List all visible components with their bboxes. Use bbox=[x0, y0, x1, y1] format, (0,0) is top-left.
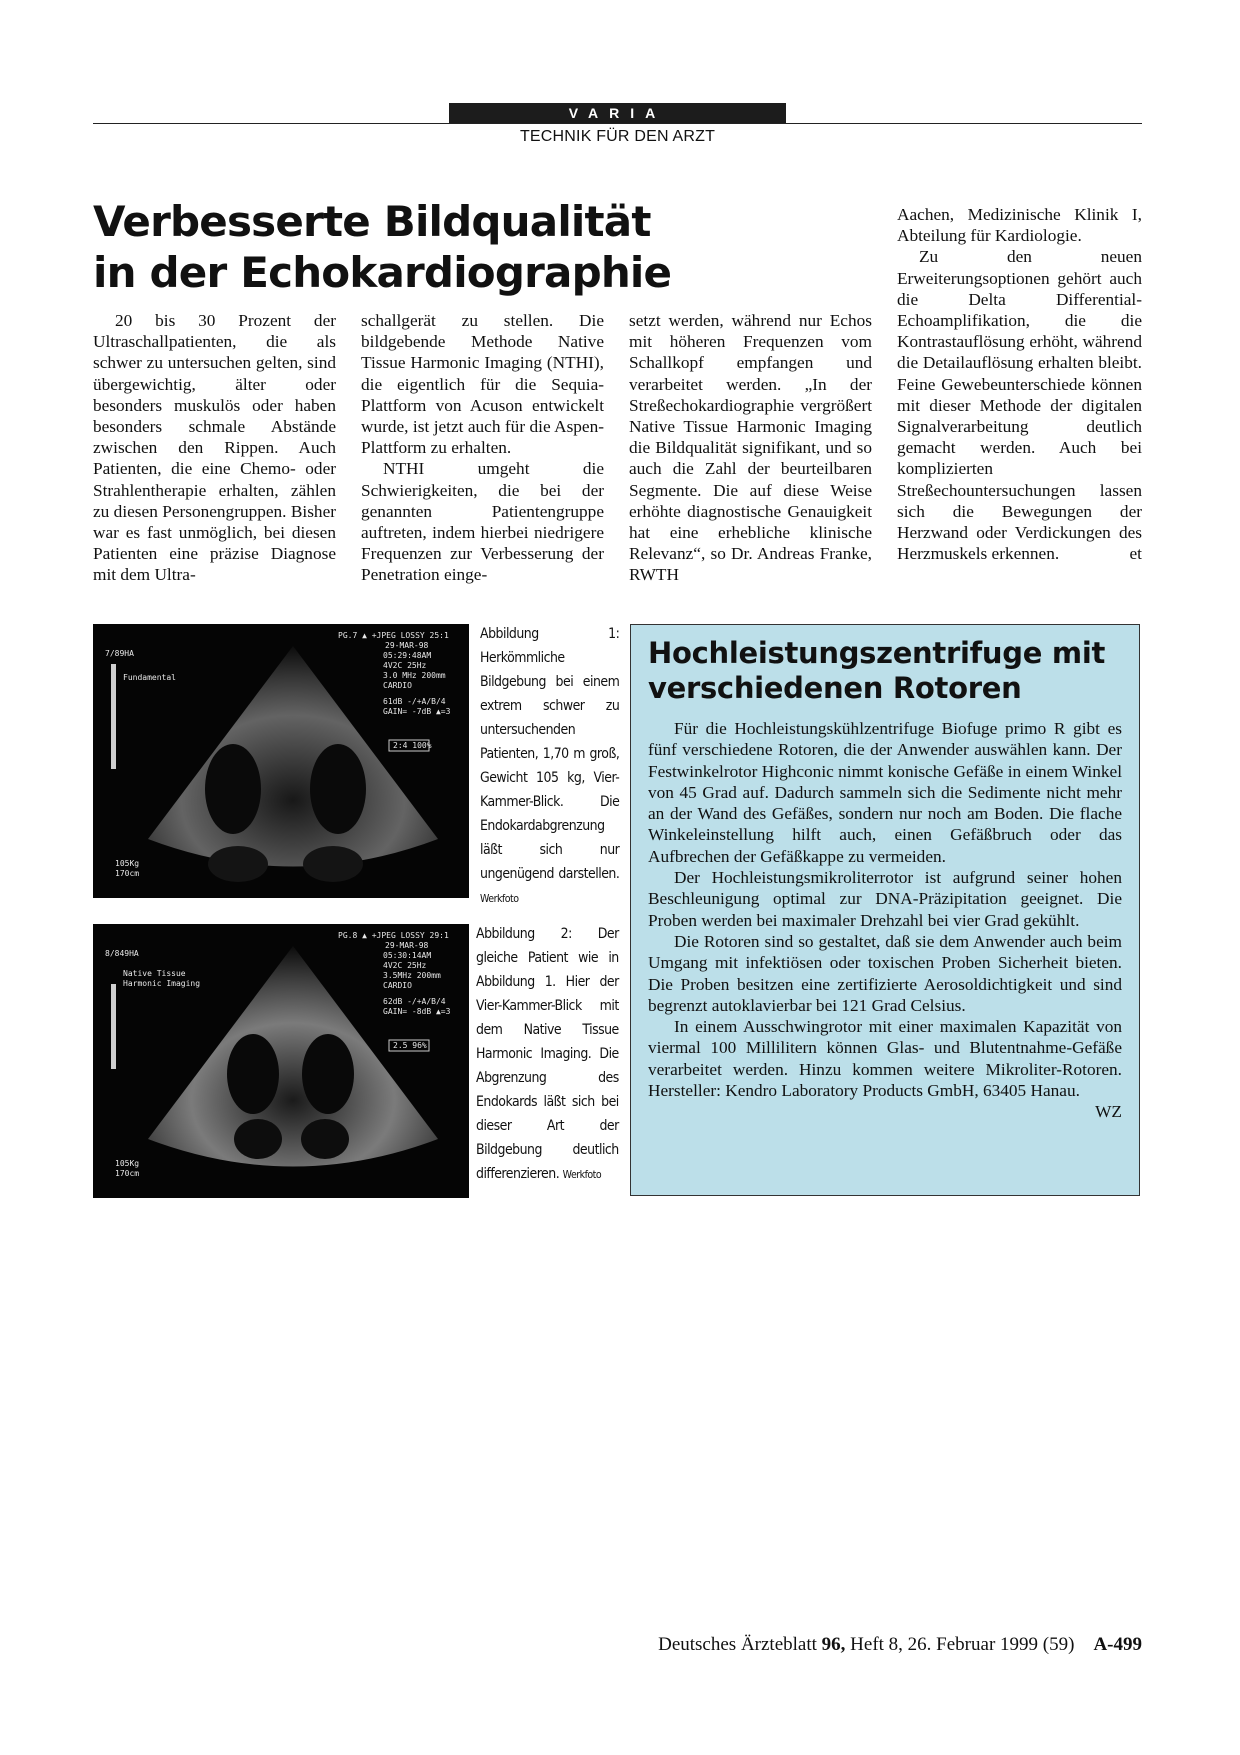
screen-mode: Native Tissue bbox=[123, 969, 186, 978]
author-signature: et bbox=[1129, 544, 1142, 564]
figure-1-caption bbox=[480, 622, 619, 911]
article-title bbox=[93, 196, 733, 298]
box-title: Hochleistungszentrifuge mit verschiedenen Rotoren bbox=[648, 636, 1106, 705]
screen-mode2: Harmonic Imaging bbox=[123, 979, 201, 988]
paragraph: NTHI umgeht die Schwierigkeiten, die bei der genannten Patientengruppe auftreten, indem hierbei niedrigere Frequenzen zur Verbesserung der Penetration einge- bbox=[361, 459, 604, 585]
paragraph bbox=[897, 246, 1142, 564]
paragraph-text: Zu den neuen Erweiterungsoptionen gehört auch die Delta Differential-Echoamplifikation, die die Kontrastauflösung erhöht, während die Detailauflösung erhalten bleibt. Feine Gewebeunterschiede können mit dieser Methode der digitalen Signalverarbeitung deutlich gemacht werden. Auch bei komplizierten Streßechountersuchungen lassen sich die Bewegungen der Herzwand oder Verdickungen des Herzmuskels erkennen. bbox=[897, 247, 1142, 564]
author-signature: WZ bbox=[1095, 1102, 1122, 1122]
journal-issue: Heft 8, 26. Februar 1999 (59) bbox=[850, 1634, 1075, 1655]
screen-id: 7/89HA bbox=[105, 649, 134, 658]
paragraph: Für die Hochleistungskühlzentrifuge Biofuge primo R gibt es fünf verschiedene Rotoren, die der Anwender auswählen kann. Der Festwinkelrotor Highconic nimmt konische Gefäße in einem Winkel von 45 Grad auf. Dadurch sammeln sich die Sedimente nicht mehr an der Wand des Gefäßes, sondern nur noch am Boden. Die flache Winkeleinstellung hilft auch, einen Gefäßbruch oder das Aufbrechen der Gefäßkappe zu vermeiden. bbox=[648, 719, 1122, 866]
screen-gain2: GAIN= -8dB ▲=3 bbox=[383, 1007, 451, 1016]
echo-image-2 bbox=[93, 924, 469, 1198]
screen-height: 170cm bbox=[115, 1169, 140, 1178]
echo-image-1 bbox=[93, 624, 469, 898]
article-column-3 bbox=[629, 310, 872, 586]
screen-freq: 3.0 MHz 200mm bbox=[383, 671, 446, 680]
screen-freq: 3.5MHz 200mm bbox=[383, 971, 441, 980]
article-column-2 bbox=[361, 310, 604, 586]
screen-weight: 105Kg bbox=[115, 1159, 140, 1168]
figure-2-caption bbox=[476, 922, 619, 1187]
screen-date: 29-MAR-98 bbox=[385, 641, 429, 650]
paragraph: Die Rotoren sind so gestaltet, daß sie dem Anwender auch beim Umgang mit infektiösen oder toxischen Proben Sicherheit bieten. Die Proben besitzen eine zertifizierte Aerosoldichtigkeit und sind begrenzt autoklavierbar bei 121 Grad Celsius. bbox=[648, 931, 1122, 1015]
screen-mode: Fundamental bbox=[123, 673, 176, 682]
screen-ratio: 2:4 100% bbox=[393, 741, 432, 750]
section-label: VARIA bbox=[449, 103, 786, 124]
paragraph bbox=[648, 1016, 1122, 1122]
page-number: A-499 bbox=[1093, 1634, 1142, 1655]
caption-text: Abbildung 1: Herkömmliche Bildgebung bei einem extrem schwer zu untersuchenden Patienten, 1,70 m groß, Gewicht 105 kg, Vier-Kammer-Blick. Die Endokardabgrenzung läßt sich nur ungenügend darstellen. bbox=[480, 625, 620, 882]
screen-pg: PG.8 ▲ +JPEG LOSSY 29:1 bbox=[338, 931, 449, 940]
screen-probe: 4V2C 25Hz bbox=[383, 661, 427, 670]
article-title-line2: in der Echokardiographie bbox=[93, 248, 672, 297]
screen-gain: 62dB -/+A/B/4 bbox=[383, 997, 446, 1006]
journal-name: Deutsches Ärzteblatt bbox=[658, 1634, 817, 1655]
screen-time: 05:29:48AM bbox=[383, 651, 432, 660]
screen-gain2: GAIN= -7dB ▲=3 bbox=[383, 707, 451, 716]
screen-height: 170cm bbox=[115, 869, 140, 878]
article-column-4 bbox=[897, 204, 1142, 564]
screen-weight: 105Kg bbox=[115, 859, 140, 868]
screen-gain: 61dB -/+A/B/4 bbox=[383, 697, 446, 706]
screen-ratio: 2.5 96% bbox=[393, 1041, 427, 1050]
journal-volume: 96, bbox=[821, 1634, 846, 1655]
screen-date: 29-MAR-98 bbox=[385, 941, 429, 950]
paragraph: setzt werden, während nur Echos mit höheren Frequenzen vom Schallkopf empfangen und verarbeitet werden. „In der Streßechokardiographie vergrößert Native Tissue Harmonic Imaging die Bildqualität signifikant, und so auch die Zahl der beurteilbaren Segmente. Die auf diese Weise erhöhte diagnostische Genauigkeit hat eine erhebliche klinische Relevanz“, so Dr. Andreas Franke, RWTH bbox=[629, 311, 872, 585]
header-rule bbox=[93, 123, 1142, 124]
article-column-1 bbox=[93, 310, 336, 586]
caption-text: Abbildung 2: Der gleiche Patient wie in Abbildung 1. Hier der Vier-Kammer-Blick mit dem Native Tissue Harmonic Imaging. Die Abgrenzung des Endokards läßt sich bei dieser Art der Bildgebung deutlich differenzieren. bbox=[476, 925, 619, 1182]
box-body bbox=[648, 718, 1122, 1123]
subsection-label: TECHNIK FÜR DEN ARZT bbox=[519, 128, 716, 145]
paragraph: Der Hochleistungsmikroliterrotor ist aufgrund seiner hohen Beschleunigung optimal zur DNA-Präzipitation geeignet. Die Proben werden bei maximaler Drehzahl bei vier Grad gekühlt. bbox=[648, 868, 1122, 930]
screen-time: 05:30:14AM bbox=[383, 951, 432, 960]
screen-preset: CARDIO bbox=[383, 981, 412, 990]
screen-pg: PG.7 ▲ +JPEG LOSSY 25:1 bbox=[338, 631, 449, 640]
photo-credit: Werkfoto bbox=[562, 1168, 602, 1181]
photo-credit: Werkfoto bbox=[480, 892, 519, 905]
screen-id: 8/849HA bbox=[105, 949, 139, 958]
paragraph: 20 bis 30 Prozent der Ultraschallpatienten, die als schwer zu untersuchen gelten, sind übergewichtig, älter oder besonders muskulös oder haben besonders schmale Abstände zwischen den Rippen. Auch Patienten, die eine Chemo- oder Strahlentherapie erhalten, zählen zu diesen Personengruppen. Bisher war es fast unmöglich, bei diesen Patienten eine präzise Diagnose mit dem Ultra- bbox=[93, 311, 336, 585]
article-title-line1: Verbesserte Bildqualität bbox=[93, 197, 651, 246]
screen-probe: 4V2C 25Hz bbox=[383, 961, 427, 970]
paragraph-text: In einem Ausschwingrotor mit einer maximalen Kapazität von viermal 100 Millilitern können Glas- und Blutentnahme-Gefäße verarbeitet werden. Hinzu kommen weitere Mikroliter-Rotoren. Hersteller: Kendro Laboratory Products GmbH, 63405 Hanau. bbox=[648, 1017, 1122, 1101]
page-footer bbox=[612, 1634, 1142, 1656]
screen-preset: CARDIO bbox=[383, 681, 412, 690]
paragraph: Aachen, Medizinische Klinik I, Abteilung für Kardiologie. bbox=[897, 205, 1142, 246]
paragraph: schallgerät zu stellen. Die bildgebende Methode Native Tissue Harmonic Imaging (NTHI), die eigentlich für die Sequia-Plattform von Acuson entwickelt wurde, ist jetzt auch für die Aspen-Plattform zu erhalten. bbox=[361, 311, 604, 458]
